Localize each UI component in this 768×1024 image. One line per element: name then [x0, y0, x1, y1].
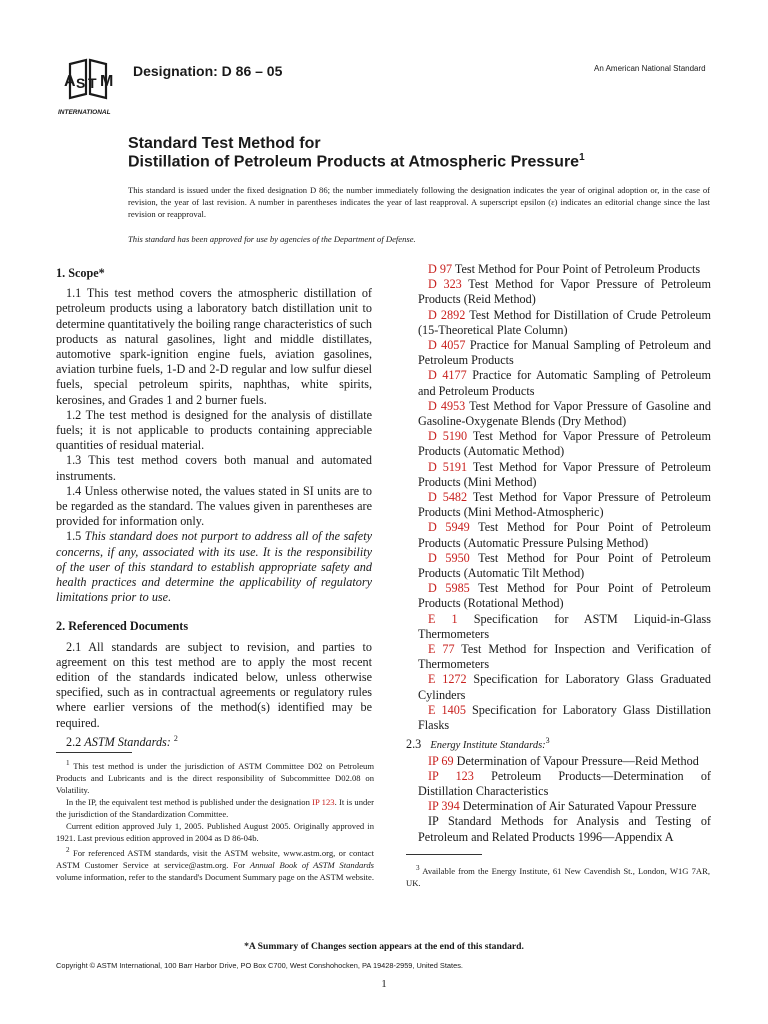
- title-text: Distillation of Petroleum Products at Atmospheric Pressure: [128, 153, 580, 171]
- footnote-1-ip-pre: In the IP, the equivalent test method is published under the designation: [66, 796, 310, 807]
- referenced-heading: 2. Referenced Documents: [56, 619, 189, 634]
- astm-reference-title: Test Method for Inspection and Verification of Thermometers: [418, 642, 711, 672]
- ip-reference-title: Determination of Vapour Pressure—Reid Method: [456, 753, 699, 768]
- scope-1-1: 1.1 This test method covers the atmospheric distillation of petroleum products using a laboratory batch distillation unit to determine quantitatively the boiling range characteristics of such products as natural gasolines, light and middle distillates, automotive spark-ignition engine fuels, aviation gasolines, aviation turbine fuels, 1-D and 2-D regular and low sulfur diesel fuels, special petroleum spirits, naphthas, white spirits, kerosines, and Grades 1 and 2 burner fuels.: [56, 286, 372, 407]
- designation: Designation: D 86 – 05: [133, 63, 283, 79]
- footnote-1-ip: [56, 796, 374, 820]
- astm-reference-code-link[interactable]: D 5191: [428, 459, 468, 474]
- left-column: [56, 262, 372, 750]
- astm-reference-code-link[interactable]: D 4177: [428, 368, 467, 383]
- astm-reference-title: Test Method for Distillation of Crude Petroleum (15-Theoretical Plate Column): [418, 307, 712, 337]
- astm-reference-code-link[interactable]: E 1: [428, 611, 458, 626]
- svg-text:T: T: [88, 75, 97, 91]
- ip-reference-code-link[interactable]: IP 394: [428, 799, 460, 814]
- svg-text:A: A: [64, 73, 76, 90]
- astm-reference-title: Test Method for Vapor Pressure of Petroleum Products (Automatic Method): [418, 429, 712, 459]
- footnote-3-mark: 3: [416, 864, 420, 872]
- scope-1-4: 1.4 Unless otherwise noted, the values stated in SI units are to be regarded as the standard. The values given in parentheses are provided for information only.: [56, 483, 372, 529]
- astm-reference-code-link[interactable]: E 1272: [428, 672, 467, 687]
- ip-reference-title: Petroleum Products—Determination of Distillation Characteristics: [418, 768, 711, 798]
- astm-reference-item: [406, 399, 711, 429]
- footnote-3: [406, 862, 710, 889]
- footnote-1-ip-post: . It is under the jurisdiction of the Standardization Committee.: [56, 796, 374, 819]
- footnote-2-mark: 2: [66, 845, 70, 854]
- footnote-2-pre: For referenced ASTM standards, visit the ASTM website, www.astm.org, or contact ASTM Customer Service at service@astm.org. For: [56, 847, 374, 870]
- astm-reference-title: Test Method for Vapor Pressure of Petroleum Products (Mini Method): [418, 459, 712, 489]
- footnote-1-edition: Current edition approved July 1, 2005. Published August 2005. Originally approved in 1921. Last previous edition approved in 2004 as D 86-04b.: [56, 820, 374, 843]
- footnote-2-marker: 2: [173, 733, 178, 743]
- summary-of-changes-note: *A Summary of Changes section appears at the end of this standard.: [244, 941, 524, 952]
- scope-heading: 1. Scope*: [56, 266, 105, 280]
- astm-reference-code-link[interactable]: D 2892: [428, 307, 466, 322]
- footnotes-right: [406, 862, 710, 889]
- referenced-2-2: [56, 731, 372, 750]
- footnote-1-text: This test method is under the jurisdiction of ASTM Committee D02 on Petroleum Products and Lubricants and is the direct responsibility of Subcommittee D02.08 on Volatility.: [56, 760, 375, 795]
- astm-reference-title: Practice for Manual Sampling of Petroleum and Petroleum Products: [418, 338, 711, 368]
- astm-reference-code-link[interactable]: D 5985: [428, 581, 470, 596]
- ip-reference-item: [406, 799, 711, 814]
- annual-book-title: Annual Book of ASTM Standards: [249, 859, 374, 870]
- scope-1-5: [56, 529, 372, 605]
- astm-reference-list: [406, 262, 711, 733]
- svg-text:M: M: [100, 73, 114, 90]
- astm-reference-title: Specification for Laboratory Glass Graduated Cylinders: [418, 672, 711, 702]
- astm-reference-item: [406, 277, 711, 307]
- astm-reference-title: Test Method for Pour Point of Petroleum Products (Rotational Method): [418, 581, 712, 611]
- footnote-1-mark: 1: [66, 759, 70, 767]
- page-number: 1: [381, 978, 387, 990]
- astm-reference-title: Test Method for Vapor Pressure of Petroleum Products (Reid Method): [418, 277, 711, 307]
- footnote-divider-left: [56, 752, 132, 753]
- astm-reference-code-link[interactable]: D 4953: [428, 398, 466, 413]
- astm-reference-title: Test Method for Pour Point of Petroleum Products (Automatic Tilt Method): [418, 550, 712, 581]
- footnote-2: [56, 844, 374, 883]
- energy-number: 2.3: [406, 737, 422, 752]
- astm-reference-item: [406, 460, 711, 490]
- astm-reference-title: Test Method for Pour Point of Petroleum Products: [454, 262, 701, 276]
- astm-reference-code-link[interactable]: D 323: [428, 277, 462, 292]
- issued-note: This standard is issued under the fixed designation D 86; the number immediately following the designation indicates the year of original adoption or, in the case of revision, the year of last revision. A number in parentheses indicates the year of last reapproval. A superscript epsilon (ε) indicates an editorial change since the last revision or reapproval.: [128, 185, 710, 219]
- footnotes-left: [56, 757, 374, 883]
- astm-reference-item: [406, 642, 711, 672]
- ip-reference-code-link[interactable]: IP 123: [428, 768, 474, 783]
- astm-reference-code-link[interactable]: D 97: [428, 262, 453, 276]
- title-line-1: Standard Test Method for: [128, 135, 321, 152]
- ip-reference-code-link[interactable]: IP 69: [428, 753, 454, 768]
- footnote-1: [56, 757, 374, 796]
- national-standard-label: An American National Standard: [594, 64, 706, 73]
- copyright: Copyright © ASTM International, 100 Barr Harbor Drive, PO Box C700, West Conshohocken, PA 19428-2959, United States.: [56, 961, 463, 970]
- scope-1-2: 1.2 The test method is designed for the analysis of distillate fuels; it is not applicable to products containing appreciable quantities of residual material.: [56, 407, 372, 453]
- astm-reference-code-link[interactable]: D 4057: [428, 338, 466, 353]
- footnote-divider-right: [406, 854, 482, 855]
- astm-reference-title: Specification for Laboratory Glass Distillation Flasks: [418, 702, 711, 733]
- footnote-3-text: Available from the Energy Institute, 61 New Cavendish St., London, W1G 7AR, UK.: [406, 865, 710, 888]
- astm-reference-item: [406, 308, 711, 338]
- astm-reference-title: Practice for Automatic Sampling of Petroleum and Petroleum Products: [418, 368, 711, 398]
- scope-1-5-number: 1.5: [66, 529, 82, 544]
- ip-reference-list: [406, 754, 711, 815]
- astm-reference-item: [406, 490, 711, 520]
- astm-reference-title: Test Method for Vapor Pressure of Petroleum Products (Mini Method-Atmospheric): [418, 490, 712, 520]
- scope-1-3: 1.3 This test method covers both manual and automated instruments.: [56, 453, 372, 483]
- astm-reference-title: Specification for ASTM Liquid-in-Glass Thermometers: [418, 611, 711, 641]
- ip-standard-methods: IP Standard Methods for Analysis and Testing of Petroleum and Related Products 1996—Appendix A: [418, 814, 711, 844]
- astm-standards-label: ASTM Standards:: [84, 734, 171, 749]
- astm-reference-item: [406, 368, 711, 398]
- referenced-2-2-number: 2.2: [66, 734, 82, 749]
- safety-caveat: This standard does not purport to address all of the safety concerns, if any, associated with its use. It is the responsibility of the user of this standard to establish appropriate safety and health practices and determine the applicability of regulatory limitations prior to use.: [56, 529, 372, 605]
- footnote-2-post: volume information, refer to the standard's Document Summary page on the ASTM website.: [56, 871, 375, 882]
- astm-reference-code-link[interactable]: D 5482: [428, 490, 468, 505]
- astm-reference-item: [406, 581, 711, 611]
- astm-reference-code-link[interactable]: D 5190: [428, 429, 468, 444]
- energy-institute-heading: [406, 733, 711, 753]
- astm-logo: [56, 56, 124, 118]
- astm-reference-item: [406, 429, 711, 459]
- astm-reference-item: [406, 262, 711, 277]
- astm-reference-title: Test Method for Vapor Pressure of Gasoline and Gasoline-Oxygenate Blends (Dry Method): [418, 398, 711, 429]
- title-footnote-marker: 1: [579, 152, 585, 163]
- astm-reference-item: [406, 551, 711, 581]
- energy-label: Energy Institute Standards:: [430, 740, 546, 752]
- referenced-2-1: 2.1 All standards are subject to revision, and parties to agreement on this test method are to apply the most recent edition of the standards indicated below, unless otherwise specified, such as in contractual agreements or regulatory rules where earlier versions of the method(s) identified may be required.: [56, 639, 372, 730]
- astm-reference-code-link[interactable]: E 77: [428, 642, 455, 657]
- astm-reference-code-link[interactable]: D 5949: [428, 520, 470, 535]
- astm-reference-code-link[interactable]: D 5950: [428, 550, 470, 565]
- ip-123-link[interactable]: IP 123: [312, 796, 335, 807]
- astm-reference-item: [406, 338, 711, 368]
- approved-note: This standard has been approved for use by agencies of the Department of Defense.: [128, 234, 416, 244]
- title-line-2: [128, 152, 585, 171]
- right-column: [406, 262, 711, 845]
- svg-text:S: S: [76, 75, 86, 91]
- astm-reference-item: [406, 672, 711, 702]
- svg-text:INTERNATIONAL: INTERNATIONAL: [58, 109, 111, 116]
- astm-reference-item: [406, 612, 711, 642]
- ip-reference-item: [406, 769, 711, 799]
- astm-reference-item: [406, 703, 711, 733]
- astm-reference-code-link[interactable]: E 1405: [428, 702, 466, 717]
- footnote-3-marker: 3: [545, 736, 550, 746]
- ip-reference-title: Determination of Air Saturated Vapour Pressure: [462, 799, 697, 814]
- astm-reference-item: [406, 520, 711, 550]
- ip-reference-item: [406, 754, 711, 769]
- astm-reference-title: Test Method for Pour Point of Petroleum Products (Automatic Pressure Pulsing Method): [418, 520, 712, 550]
